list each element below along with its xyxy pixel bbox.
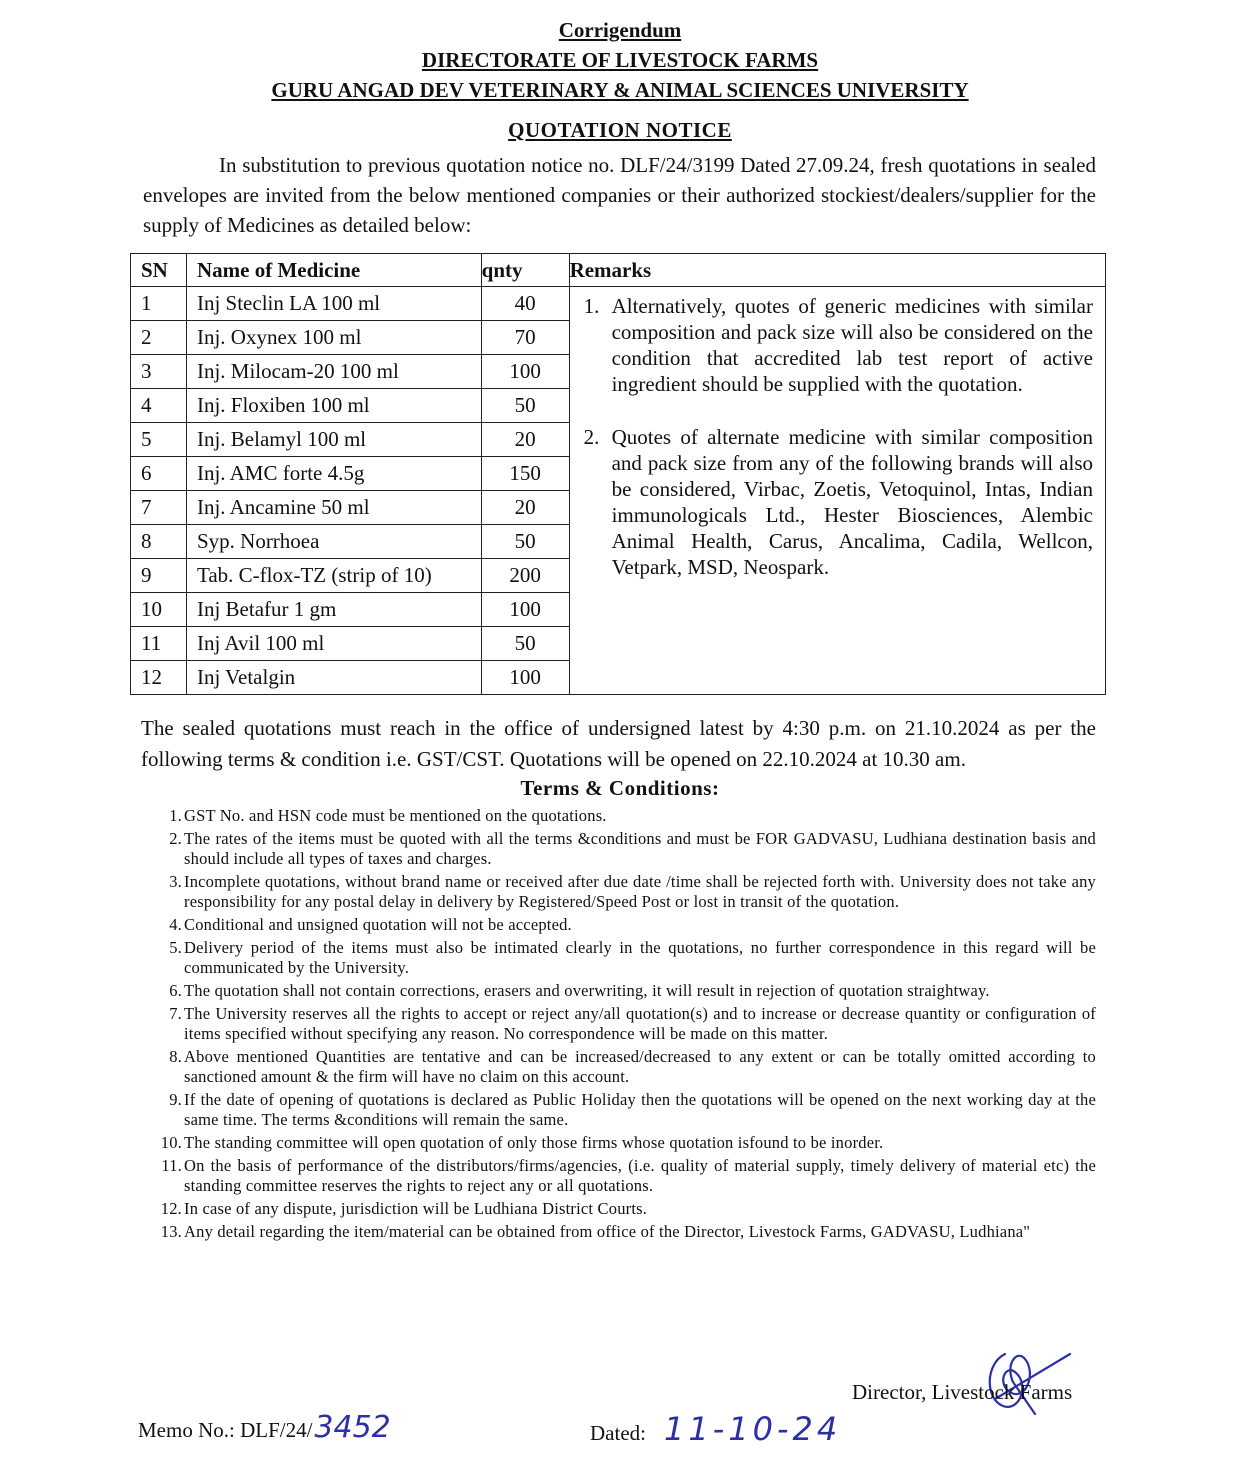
medicine-table bbox=[130, 253, 1106, 695]
row-name: Inj. Belamyl 100 ml bbox=[186, 423, 481, 457]
term-number: 13. bbox=[160, 1222, 182, 1241]
row-name: Inj Betafur 1 gm bbox=[186, 593, 481, 627]
row-sn: 5 bbox=[131, 423, 187, 457]
row-name: Inj. Floxiben 100 ml bbox=[186, 389, 481, 423]
term-text: The quotation shall not contain corrections, erasers and overwriting, it will result in rejection of quotation straightway. bbox=[184, 981, 990, 1000]
memo-number-handwritten: 3452 bbox=[314, 1410, 391, 1445]
header-remarks: Remarks bbox=[569, 254, 1105, 287]
row-qty: 20 bbox=[481, 423, 569, 457]
row-name: Inj Vetalgin bbox=[186, 661, 481, 695]
list-item bbox=[142, 1133, 1096, 1153]
row-qty: 20 bbox=[481, 491, 569, 525]
header-sn: SN bbox=[131, 254, 187, 287]
term-text: GST No. and HSN code must be mentioned on the quotations. bbox=[184, 806, 607, 825]
remark-item bbox=[584, 293, 1093, 397]
row-qty: 200 bbox=[481, 559, 569, 593]
signatory-title: Director, Livestock Farms bbox=[852, 1380, 1073, 1404]
row-sn: 7 bbox=[131, 491, 187, 525]
row-sn: 6 bbox=[131, 457, 187, 491]
row-qty: 70 bbox=[481, 321, 569, 355]
row-sn: 10 bbox=[131, 593, 187, 627]
row-qty: 100 bbox=[481, 661, 569, 695]
dated-line bbox=[590, 1410, 841, 1448]
row-qty: 40 bbox=[481, 287, 569, 321]
term-number: 8. bbox=[169, 1047, 182, 1066]
term-number: 11. bbox=[161, 1156, 182, 1175]
row-name: Inj. Milocam-20 100 ml bbox=[186, 355, 481, 389]
terms-list bbox=[142, 806, 1096, 1245]
term-text: Incomplete quotations, without brand name or received after due date /time shall be rejected forth with. University does not take any responsibility for any postal delay in delivery by Registered/Speed Post or lost in transit of the quotation. bbox=[184, 872, 1096, 911]
university-heading: GURU ANGAD DEV VETERINARY & ANIMAL SCIENCES UNIVERSITY bbox=[271, 78, 969, 102]
memo-number-line bbox=[138, 1410, 391, 1445]
term-number: 5. bbox=[169, 938, 182, 957]
term-number: 4. bbox=[169, 915, 182, 934]
list-item bbox=[142, 1156, 1096, 1196]
row-name: Inj Steclin LA 100 ml bbox=[186, 287, 481, 321]
terms-title: Terms & Conditions: bbox=[520, 776, 720, 800]
row-sn: 12 bbox=[131, 661, 187, 695]
term-text: On the basis of performance of the distributors/firms/agencies, (i.e. quality of material supply, timely delivery of material etc) the standing committee reserves the rights to reject any or all quotations. bbox=[184, 1156, 1096, 1195]
term-text: Any detail regarding the item/material can be obtained from office of the Director, Livestock Farms, GADVASU, Ludhiana" bbox=[184, 1222, 1031, 1241]
list-item bbox=[142, 829, 1096, 869]
notice-title: QUOTATION NOTICE bbox=[508, 118, 732, 142]
intro-text: In substitution to previous quotation notice no. DLF/24/3199 Dated 27.09.24, fresh quotations in sealed envelopes are invited from the below mentioned companies or their authorized stockiest/dealers/supplier for the supply of Medicines as detailed below: bbox=[143, 153, 1096, 237]
remark-text: Alternatively, quotes of generic medicines with similar composition and pack size will also be considered on the condition that accredited lab test report of active ingredient should be supplied with the quotation. bbox=[611, 294, 1093, 396]
remarks-cell bbox=[569, 287, 1105, 695]
list-item bbox=[142, 915, 1096, 935]
term-text: Delivery period of the items must also be intimated clearly in the quotations, no further correspondence in this regard will be communicated by the University. bbox=[184, 938, 1096, 977]
directorate-heading: DIRECTORATE OF LIVESTOCK FARMS bbox=[421, 48, 819, 72]
list-item bbox=[142, 1199, 1096, 1219]
row-sn: 4 bbox=[131, 389, 187, 423]
memo-label: Memo No.: DLF/24/ bbox=[138, 1418, 313, 1442]
term-number: 9. bbox=[169, 1090, 182, 1109]
corrigendum-heading: Corrigendum bbox=[558, 18, 682, 42]
term-number: 3. bbox=[169, 872, 182, 891]
row-qty: 100 bbox=[481, 593, 569, 627]
term-number: 1. bbox=[169, 806, 182, 825]
term-text: Above mentioned Quantities are tentative and can be increased/decreased to any extent or can be totally omitted according to sanctioned amount & the firm will have no claim on this account. bbox=[184, 1047, 1096, 1086]
table-header-row bbox=[131, 254, 1106, 287]
remark-number: 2. bbox=[583, 425, 600, 449]
row-qty: 100 bbox=[481, 355, 569, 389]
row-qty: 50 bbox=[481, 525, 569, 559]
list-item bbox=[142, 1222, 1096, 1242]
list-item bbox=[142, 872, 1096, 912]
list-item bbox=[142, 938, 1096, 978]
remark-item bbox=[584, 424, 1093, 580]
row-sn: 11 bbox=[131, 627, 187, 661]
list-item bbox=[142, 1090, 1096, 1130]
row-qty: 50 bbox=[481, 627, 569, 661]
row-qty: 50 bbox=[481, 389, 569, 423]
list-item bbox=[142, 981, 1096, 1001]
row-sn: 2 bbox=[131, 321, 187, 355]
term-number: 7. bbox=[169, 1004, 182, 1023]
list-item bbox=[142, 1047, 1096, 1087]
dated-label: Dated: bbox=[590, 1421, 646, 1445]
term-text: The University reserves all the rights to accept or reject any/all quotation(s) and to increase or decrease quantity or configuration of items specified without specifying any reason. No correspondence will be made on this matter. bbox=[184, 1004, 1096, 1043]
term-number: 10. bbox=[160, 1133, 182, 1152]
row-sn: 1 bbox=[131, 287, 187, 321]
term-text: In case of any dispute, jurisdiction will be Ludhiana District Courts. bbox=[184, 1199, 648, 1218]
row-name: Inj. Oxynex 100 ml bbox=[186, 321, 481, 355]
intro-paragraph bbox=[143, 150, 1096, 240]
term-number: 6. bbox=[169, 981, 182, 1000]
row-name: Inj Avil 100 ml bbox=[186, 627, 481, 661]
row-name: Inj. AMC forte 4.5g bbox=[186, 457, 481, 491]
row-qty: 150 bbox=[481, 457, 569, 491]
term-text: The standing committee will open quotation of only those firms whose quotation isfound to be inorder. bbox=[184, 1133, 884, 1152]
term-text: If the date of opening of quotations is declared as Public Holiday then the quotations will be opened on the next working day at the same time. The terms &conditions will remain the same. bbox=[184, 1090, 1096, 1129]
row-sn: 3 bbox=[131, 355, 187, 389]
header-name: Name of Medicine bbox=[186, 254, 481, 287]
remark-text: Quotes of alternate medicine with similar composition and pack size from any of the following brands will also be considered, Virbac, Zoetis, Vetoquinol, Intas, Indian immunologicals Ltd., Hester Biosciences, Alembic Animal Health, Carus, Ancalima, Cadila, Wellcon, Vetpark, MSD, Neospark. bbox=[611, 425, 1093, 579]
table-row bbox=[131, 287, 1106, 321]
header-qty: qnty bbox=[481, 254, 569, 287]
dated-value-handwritten: 11-10-24 bbox=[663, 1410, 842, 1448]
term-number: 2. bbox=[169, 829, 182, 848]
row-sn: 9 bbox=[131, 559, 187, 593]
list-item bbox=[142, 1004, 1096, 1044]
row-name: Inj. Ancamine 50 ml bbox=[186, 491, 481, 525]
term-number: 12. bbox=[160, 1199, 182, 1218]
remark-number: 1. bbox=[583, 294, 600, 318]
row-name: Tab. C-flox-TZ (strip of 10) bbox=[186, 559, 481, 593]
row-sn: 8 bbox=[131, 525, 187, 559]
term-text: Conditional and unsigned quotation will not be accepted. bbox=[184, 915, 572, 934]
deadline-paragraph: The sealed quotations must reach in the office of undersigned latest by 4:30 p.m. on 21.10.2024 as per the following terms & condition i.e. GST/CST. Quotations will be opened on 22.10.2024 at 10.30 am. bbox=[141, 716, 1096, 771]
term-text: The rates of the items must be quoted with all the terms &conditions and must be FOR GADVASU, Ludhiana destination basis and should include all types of taxes and charges. bbox=[184, 829, 1096, 868]
row-name: Syp. Norrhoea bbox=[186, 525, 481, 559]
list-item bbox=[142, 806, 1096, 826]
